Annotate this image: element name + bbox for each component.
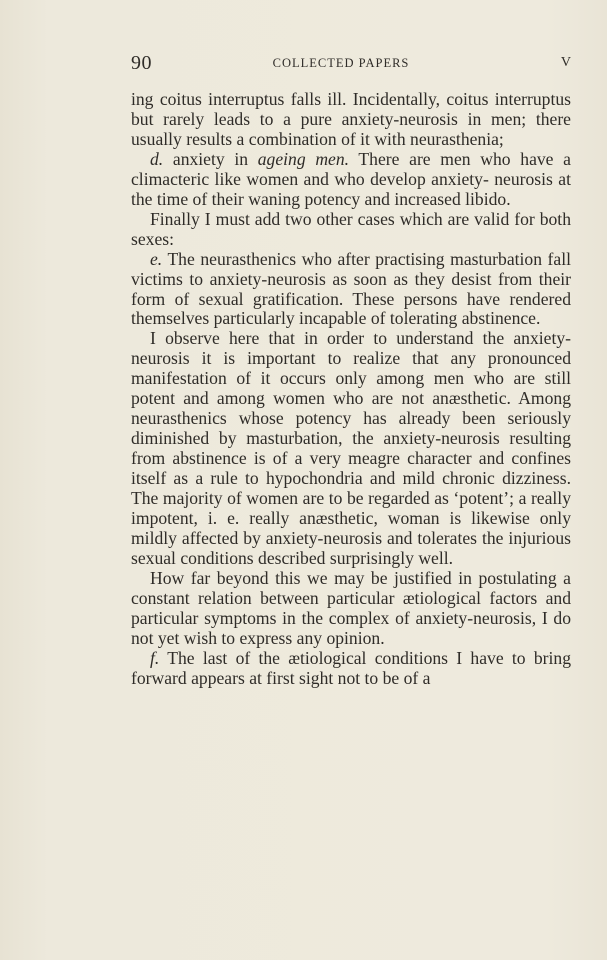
item-label-f: f.: [150, 647, 160, 668]
paragraph-2: [131, 150, 571, 210]
paragraph-1-text: ing coitus interruptus falls ill. Incidentally, coitus interruptus but rarely leads to a pure anxiety-neurosis in men; there usually results a combination of it with neurasthenia;: [131, 89, 571, 149]
paragraph-1: [131, 90, 571, 150]
paragraph-4-text: The neurasthenics who after practising masturbation fall victims to anxiety-neurosis as soon as they desist from their form of sexual gratification. These persons have rendered themselves particularly incapable of tolerating abstinence.: [131, 248, 571, 329]
paragraph-7: [131, 649, 571, 689]
body-text: [131, 90, 571, 689]
chapter-number: V: [560, 55, 571, 70]
paragraph-2-text-a: anxiety in: [163, 148, 258, 169]
paragraph-7-text: The last of the ætiological conditions I have to bring forward appears at first sight not to be of a: [131, 647, 571, 688]
paragraph-6-text: How far beyond this we may be justified in postulating a constant relation between particular ætiological factors and particular symptoms in the complex of anxiety-neurosis, I do not yet wish to express any opinion.: [131, 567, 571, 648]
paragraph-2-text-b: There are men who have a climacteric like women and who develop anxiety- neurosis at the time of their waning potency and increased libido.: [131, 148, 571, 209]
running-title: COLLECTED PAPERS: [272, 56, 410, 70]
paragraph-4: [131, 250, 571, 330]
page-number: 90: [131, 52, 152, 74]
paragraph-5-text: I observe here that in order to understand the anxiety-neurosis it is important to realize that any pronounced manifestation of it occurs only among men who are still potent and among women who are not anæsthetic. Among neurasthenics whose potency has already been seriously diminished by masturbation, the anxiety-neurosis resulting from abstinence is of a very meagre character and confines itself as a rule to hypochondria and mild chronic dizziness. The majority of women are to be regarded as ‘potent’; a really impotent, i. e. really anæsthetic, woman is likewise only mildly affected by anxiety-neurosis and tolerates the injurious sexual conditions described surprisingly well.: [131, 328, 571, 568]
page-header: [131, 52, 571, 76]
paragraph-3: [131, 210, 571, 250]
paragraph-3-text: Finally I must add two other cases which are valid for both sexes:: [131, 208, 571, 249]
paragraph-5: [131, 329, 571, 568]
paragraph-2-emphasis: ageing men.: [257, 148, 350, 169]
paragraph-6: [131, 569, 571, 649]
item-label-e: e.: [150, 248, 163, 269]
item-label-d: d.: [150, 148, 164, 169]
